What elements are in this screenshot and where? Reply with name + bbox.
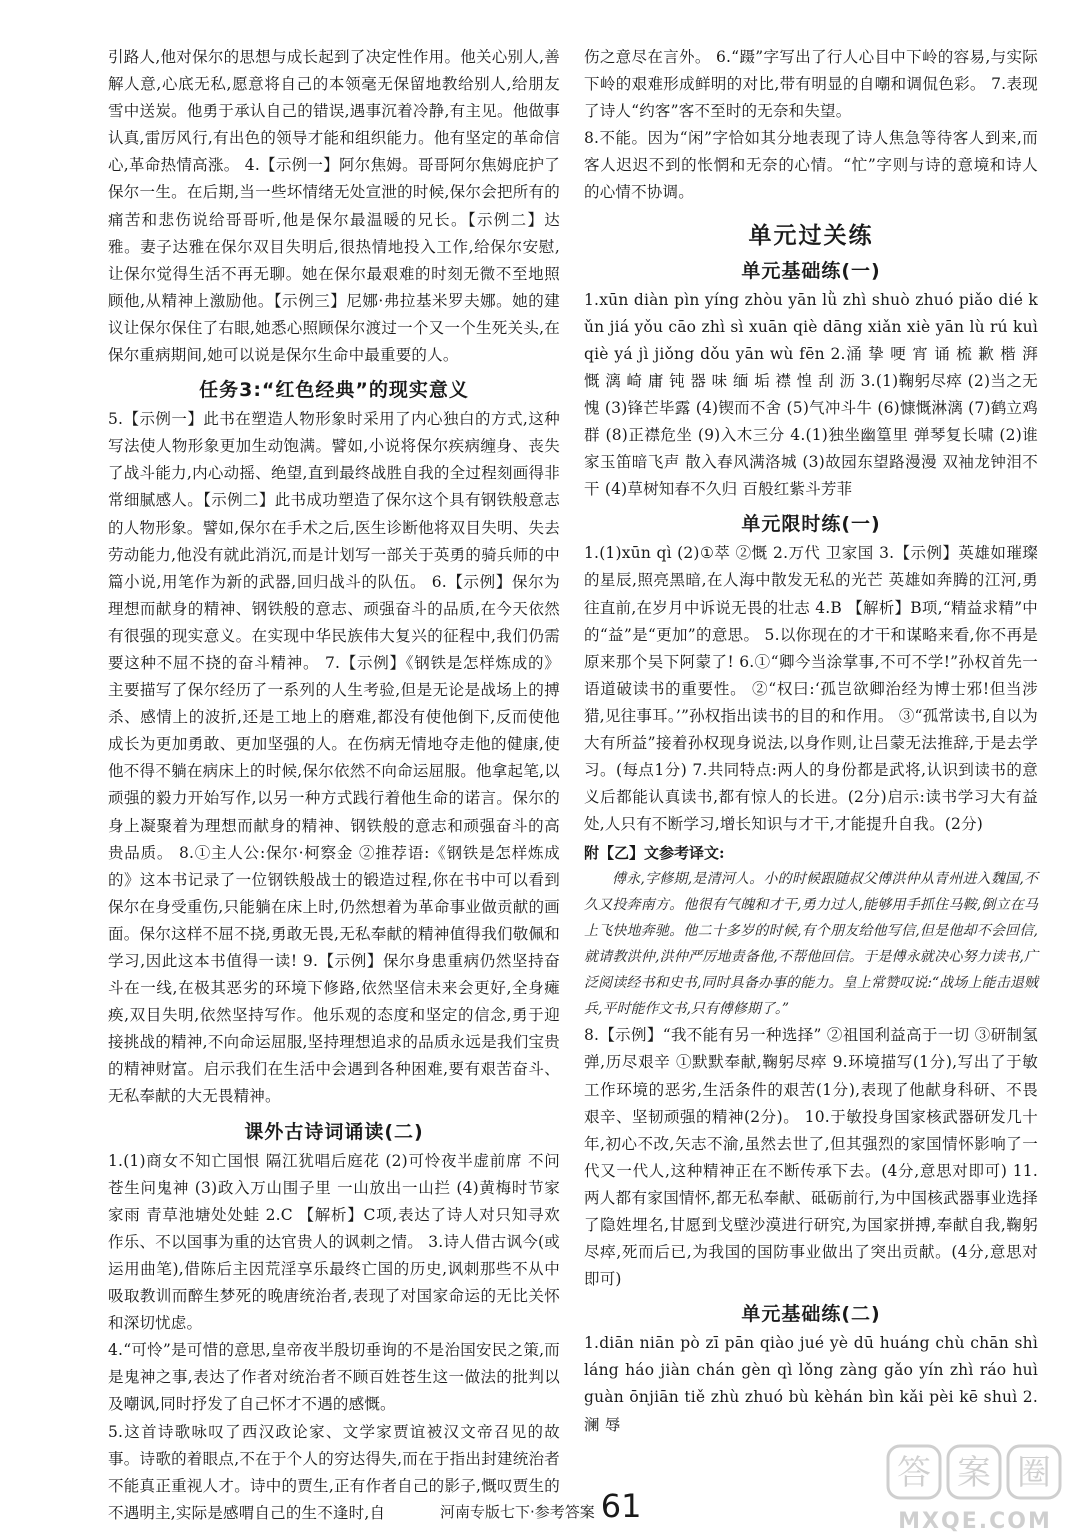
right-paragraph-2: 8.不能。因为“闲”字恰如其分地表现了诗人焦急等待客人到来,而客人迟迟不到的怅惘和无奈的心情。“忙”字则与诗的意境和诗人的心情不协调。	[584, 129, 1038, 202]
left-paragraph-1: 引路人,他对保尔的思想与成长起到了决定性作用。他关心别人,善解人意,心底无私,愿意将自己的本领毫无保留地教给别人,给朋友雪中送炭。他勇于承认自己的错误,遇事沉着冷静,有主见。他做事认真,雷厉风行,有出色的领导才能和组织能力。他有坚定的革命信心,革命热情高涨。 4.【示例一】阿尔焦姆。哥哥阿尔焦姆庇护了保尔一生。在后期,当一些坏情绪无处宣泄的时候,保尔会把所有的痛苦和悲伤说给哥哥听,他是保尔最温暖的兄长。【示例二】达雅。妻子达雅在保尔双目失明后,很热情地投入工作,给保尔安慰,让保尔觉得生活不再无聊。她在保尔最艰难的时刻无微不至地照顾他,从精神上激励他。【示例三】尼娜·弗拉基米罗夫娜。她的建议让保尔保住了右眼,她悉心照顾保尔渡过一个又一个生死关头,在保尔重病期间,她可以说是保尔生命中最重要的人。	[108, 48, 560, 365]
left-paragraph-4: 4.“可怜”是可惜的意思,皇帝夜半殷切垂询的不是治国安民之策,而是鬼神之事,表达了作者对统治者不顾百姓苍生这一做法的批判以及嘲讽,同时抒发了自己怀才不遇的感慨。	[108, 1341, 560, 1414]
unit-review-heading: 单元过关练	[748, 222, 874, 249]
left-column	[108, 44, 560, 1527]
poetry-heading: 课外古诗词诵读(二)	[244, 1120, 424, 1143]
watermark-char-2: 案	[957, 1453, 991, 1493]
page-footer	[440, 1483, 740, 1523]
watermark-char-1: 答	[897, 1453, 931, 1493]
watermark-url: MXQE.COM	[898, 1509, 1052, 1534]
left-paragraph-2: 5.【示例一】此书在塑造人物形象时采用了内心独白的方式,这种写法使人物形象更加生动饱满。譬如,小说将保尔疾病缠身、丧失了战斗能力,内心动摇、绝望,直到最终战胜自我的全过程刻画得非常细腻感人。【示例二】此书成功塑造了保尔这个具有钢铁般意志的人物形象。譬如,保尔在手术之后,医生诊断他将双目失明、失去劳动能力,他没有就此消沉,而是计划写一部关于英勇的骑兵师的中篇小说,用笔作为新的武器,回归战斗的队伍。 6.【示例】保尔为理想而献身的精神、钢铁般的意志、顽强奋斗的品质,在今天依然有很强的现实意义。在实现中华民族伟大复兴的征程中,我们仍需要这种不屈不挠的奋斗精神。 7.【示例】《钢铁是怎样炼成的》主要描写了保尔经历了一系列的人生考验,但是无论是战场上的搏杀、感情上的波折,还是工地上的磨难,都没有使他倒下,反而使他成长为更加勇敢、更加坚强的人。在伤病无情地夺走他的健康,使他不得不躺在病床上的时候,保尔依然不向命运屈服。他拿起笔,以顽强的毅力开始写作,以另一种方式践行着他生命的诺言。保尔的身上凝聚着为理想而献身的精神、钢铁般的意志和顽强奋斗的高贵品质。 8.①主人公:保尔·柯察金 ②推荐语:《钢铁是怎样炼成的》这本书记录了一位钢铁般战士的锻造过程,你在书中可以看到保尔在身受重伤,只能躺在床上时,仍然想着为革命事业做贡献的画面。保尔这样不屈不挠,勇敢无畏,无私奉献的精神值得我们敬佩和学习,因此这本书值得一读! 9.【示例】保尔身患重病仍然坚持奋斗在一线,在极其恶劣的环境下修路,依然坚信未来会更好,全身瘫痪,双目失明,依然坚持写作。他乐观的态度和坚定的信念,勇于迎接挑战的精神,不向命运屈服,坚持理想追求的品质永远是我们宝贵的精神财富。启示我们在生活中会遇到各种困难,要有艰苦奋斗、无私奉献的大无畏精神。	[108, 410, 560, 1106]
timed-practice-1-answers: 1.(1)xūn qì (2)①萃 ②慨 2.万代 卫家国 3.【示例】英雄如璀璨的星辰,照亮黑暗,在人海中散发无私的光芒 英雄如奔腾的江河,勇往直前,在岁月中诉说无畏的壮志 4.B 【解析】B项,“精益求精”中的“益”是“更加”的意思。 5.以你现在的才干和谋略来看,你不再是原来那个吴下阿蒙了! 6.①“卿今当涂掌事,不可不学!”孙权首先一语道破读书的重要性。 ②“权曰:‘孤岂欲卿治经为博士邪!但当涉猎,见往事耳。’”孙权指出读书的目的和作用。 ③“孤常读书,自以为大有所益”接着孙权现身说法,以身作则,让吕蒙无法推辞,于是去学习。(每点1分) 7.共同特点:两人的身份都是武将,认识到读书的意义后都能认真读书,都有惊人的长进。(2分)启示:读书学习大有益处,人只有不断学习,增长知识与才干,才能提升自我。(2分)	[584, 544, 1038, 834]
basic-practice-1-answers: 1.xūn diàn pìn yíng zhòu yān lǜ zhì shuò zhuó piǎo dié kǔn jiá yǒu cāo zhì sì xuān qiè dāng xiǎn xiè yān lù rú kuì qiè yá jì jiǒng dǒu yān wù fēn 2.涌 挚 哽 宵 诵 梳 歉 楷 湃 慨 漓 崎 庸 钝 器 味 缅 垢 襟 惶 刮 沥 3.(1)鞠躬尽瘁 (2)当之无愧 (3)锋芒毕露 (4)锲而不舍 (5)气冲斗牛 (6)慷慨淋漓 (7)鹤立鸡群 (8)正襟危坐 (9)入木三分 4.(1)独坐幽篁里 弹琴复长啸 (2)谁家玉笛暗飞声 散入春风满洛城 (3)故园东望路漫漫 双袖龙钟泪不干 (4)草树知春不久归 百般红紫斗芳菲	[584, 290, 1038, 499]
site-watermark-logo	[880, 1440, 1070, 1536]
watermark-char-3: 圈	[1017, 1453, 1051, 1493]
right-paragraph-1: 伤之意尽在言外。 6.“蹑”字写出了行人心目中下岭的容易,与实际下岭的艰难形成鲜明的对比,带有明显的自嘲和调侃色彩。 7.表现了诗人“约客”客不至时的无奈和失望。	[584, 48, 1038, 121]
task3-heading: 任务3:“红色经典”的现实意义	[199, 379, 469, 402]
appendix-heading: 附【乙】文参考译文:	[584, 844, 725, 863]
page-number: 61	[600, 1487, 642, 1525]
appendix-translation: 傅永,字修期,是清河人。小的时候跟随叔父傅洪仲从青州进入魏国,不久又投奔南方。他很有气魄和才干,勇力过人,能够用手抓住马鞍,倒立在马上飞快地奔驰。他二十多岁的时候,有个朋友给他写信,但是他却不会回信,就请教洪仲,洪仲严厉地责备他,不帮他回信。于是傅永就决心努力读书,广泛阅读经书和史书,同时具备办事的能力。皇上常赞叹说:“战场上能击退贼兵,平时能作文书,只有傅修期了。”	[584, 871, 1038, 1018]
right-paragraph-3: 8.【示例】“我不能有另一种选择” ②祖国利益高于一切 ③研制氢弹,历尽艰辛 ①默默奉献,鞠躬尽瘁 9.环境描写(1分),写出了于敏工作环境的恶劣,生活条件的艰苦(1分),表现了他献身科研、不畏艰辛、坚韧顽强的精神(2分)。 10.于敏投身国家核武器研发几十年,初心不改,矢志不渝,虽然去世了,但其强烈的家国情怀影响了一代又一代人,这种精神正在不断传承下去。(4分,意思对即可) 11.两人都有家国情怀,都无私奉献、砥砺前行,为中国核武器事业选择了隐姓埋名,甘愿到戈壁沙漠进行研究,为国家拼搏,奉献自我,鞠躬尽瘁,死而后已,为我国的国防事业做出了突出贡献。(4分,意思对即可)	[584, 1026, 1038, 1289]
timed-practice-1-heading: 单元限时练(一)	[741, 513, 881, 536]
basic-practice-1-heading: 单元基础练(一)	[741, 259, 881, 282]
right-column	[584, 44, 1038, 1439]
basic-practice-2-answers: 1.diān niān pò zī pān qiào jué yè dū huáng chù chān shì láng háo jiàn chán gèn qì lǒng zàng gǎo yín zhì ráo huì guàn ōnjiān tiě zhù zhuó bù kèhán bìn kǎi pèi kē shuì 2.澜 辱	[584, 1334, 1038, 1434]
left-paragraph-5: 5.这首诗歌咏叹了西汉政论家、文学家贾谊被汉文帝召见的故事。诗歌的着眼点,不在于个人的穷达得失,而在于指出封建统治者不能真正重视人才。诗中的贾生,正有作者自己的影子,慨叹贾生的不遇明主,实际是感喟自己的生不逢时,自	[108, 1422, 560, 1522]
left-paragraph-3: 1.(1)商女不知亡国恨 隔江犹唱后庭花 (2)可怜夜半虚前席 不问苍生问鬼神 (3)政入万山围子里 一山放出一山拦 (4)黄梅时节家家雨 青草池塘处处蛙 2.C 【解析】C项,表达了诗人对只知寻欢作乐、不以国事为重的达官贵人的讽刺之情。 3.诗人借古讽今(或运用曲笔),借陈后主因荒淫享乐最终亡国的历史,讽刺那些不从中吸取教训而醉生梦死的晚唐统治者,表现了对国家命运的无比关怀和深切忧虑。	[108, 1151, 560, 1333]
basic-practice-2-heading: 单元基础练(二)	[741, 1303, 881, 1326]
footer-label: 河南专版七下·参考答案	[440, 1503, 595, 1521]
